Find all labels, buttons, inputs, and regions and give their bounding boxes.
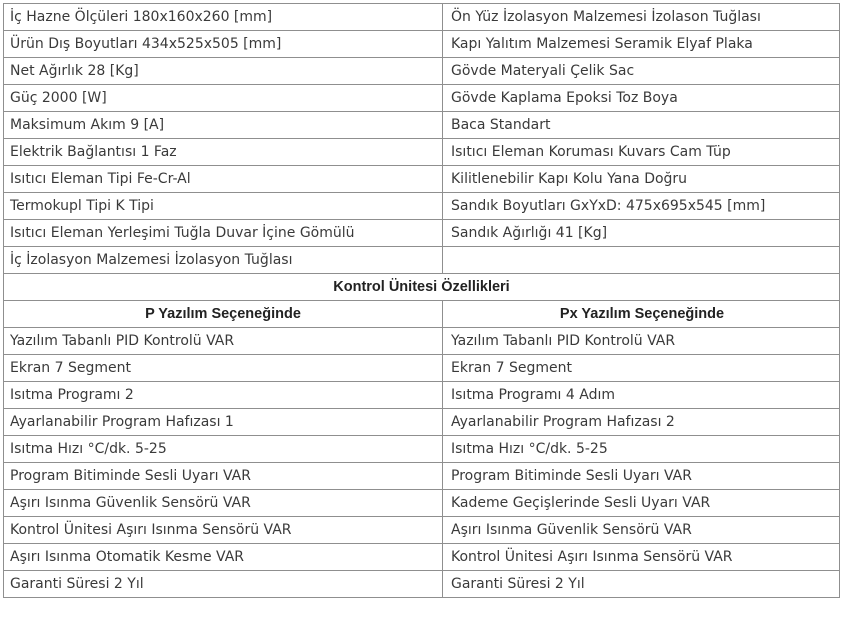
table-cell: Sandık Ağırlığı 41 [Kg] — [443, 220, 840, 247]
table-row — [4, 436, 840, 463]
table-row — [4, 193, 840, 220]
table-cell: Net Ağırlık 28 [Kg] — [4, 58, 443, 85]
table-cell: Gövde Kaplama Epoksi Toz Boya — [443, 85, 840, 112]
table-cell: Maksimum Akım 9 [A] — [4, 112, 443, 139]
table-cell: Aşırı Isınma Otomatik Kesme VAR — [4, 544, 443, 571]
table-cell: Isıtıcı Eleman Yerleşimi Tuğla Duvar İçine Gömülü — [4, 220, 443, 247]
table-row — [4, 4, 840, 31]
table-cell: Güç 2000 [W] — [4, 85, 443, 112]
table-cell: Yazılım Tabanlı PID Kontrolü VAR — [4, 328, 443, 355]
table-cell: Gövde Materyali Çelik Sac — [443, 58, 840, 85]
table-row — [4, 247, 840, 274]
table-cell: Isıtma Programı 4 Adım — [443, 382, 840, 409]
table-cell: Garanti Süresi 2 Yıl — [443, 571, 840, 598]
table-cell: Isıtma Programı 2 — [4, 382, 443, 409]
table-row — [4, 166, 840, 193]
section-row — [4, 274, 840, 301]
table-cell — [443, 247, 840, 274]
table-cell: Garanti Süresi 2 Yıl — [4, 571, 443, 598]
table-cell: Ürün Dış Boyutları 434x525x505 [mm] — [4, 31, 443, 58]
table-cell: İç Hazne Ölçüleri 180x160x260 [mm] — [4, 4, 443, 31]
table-row — [4, 490, 840, 517]
table-cell: Baca Standart — [443, 112, 840, 139]
table-row — [4, 544, 840, 571]
table-cell: Kontrol Ünitesi Aşırı Isınma Sensörü VAR — [443, 544, 840, 571]
table-cell: Aşırı Isınma Güvenlik Sensörü VAR — [443, 517, 840, 544]
table-row — [4, 112, 840, 139]
table-cell: Ayarlanabilir Program Hafızası 1 — [4, 409, 443, 436]
table-cell: Kapı Yalıtım Malzemesi Seramik Elyaf Plaka — [443, 31, 840, 58]
table-row — [4, 382, 840, 409]
table-cell: İç İzolasyon Malzemesi İzolasyon Tuğlası — [4, 247, 443, 274]
table-cell: Program Bitiminde Sesli Uyarı VAR — [4, 463, 443, 490]
table-row — [4, 31, 840, 58]
p-software-header: P Yazılım Seçeneğinde — [4, 301, 443, 328]
table-cell: Isıtıcı Eleman Tipi Fe-Cr-Al — [4, 166, 443, 193]
table-cell: Ekran 7 Segment — [4, 355, 443, 382]
table-cell: Isıtma Hızı °C/dk. 5-25 — [4, 436, 443, 463]
table-cell: Ekran 7 Segment — [443, 355, 840, 382]
table-row — [4, 355, 840, 382]
table-cell: Program Bitiminde Sesli Uyarı VAR — [443, 463, 840, 490]
table-cell: Aşırı Isınma Güvenlik Sensörü VAR — [4, 490, 443, 517]
table-row — [4, 517, 840, 544]
table-row — [4, 58, 840, 85]
table-cell: Sandık Boyutları GxYxD: 475x695x545 [mm] — [443, 193, 840, 220]
table-row — [4, 85, 840, 112]
table-cell: Elektrik Bağlantısı 1 Faz — [4, 139, 443, 166]
table-row — [4, 463, 840, 490]
spec-table — [3, 3, 840, 598]
px-software-header: Px Yazılım Seçeneğinde — [443, 301, 840, 328]
table-cell: Kilitlenebilir Kapı Kolu Yana Doğru — [443, 166, 840, 193]
table-cell: Isıtıcı Eleman Koruması Kuvars Cam Tüp — [443, 139, 840, 166]
table-row — [4, 220, 840, 247]
table-cell: Kademe Geçişlerinde Sesli Uyarı VAR — [443, 490, 840, 517]
table-cell: Kontrol Ünitesi Aşırı Isınma Sensörü VAR — [4, 517, 443, 544]
table-cell: Ayarlanabilir Program Hafızası 2 — [443, 409, 840, 436]
table-row — [4, 139, 840, 166]
table-row — [4, 409, 840, 436]
table-cell: Yazılım Tabanlı PID Kontrolü VAR — [443, 328, 840, 355]
table-row — [4, 571, 840, 598]
subheader-row — [4, 301, 840, 328]
table-cell: Isıtma Hızı °C/dk. 5-25 — [443, 436, 840, 463]
table-cell: Ön Yüz İzolasyon Malzemesi İzolason Tuğlası — [443, 4, 840, 31]
table-cell: Termokupl Tipi K Tipi — [4, 193, 443, 220]
control-section-title: Kontrol Ünitesi Özellikleri — [4, 274, 840, 301]
table-row — [4, 328, 840, 355]
